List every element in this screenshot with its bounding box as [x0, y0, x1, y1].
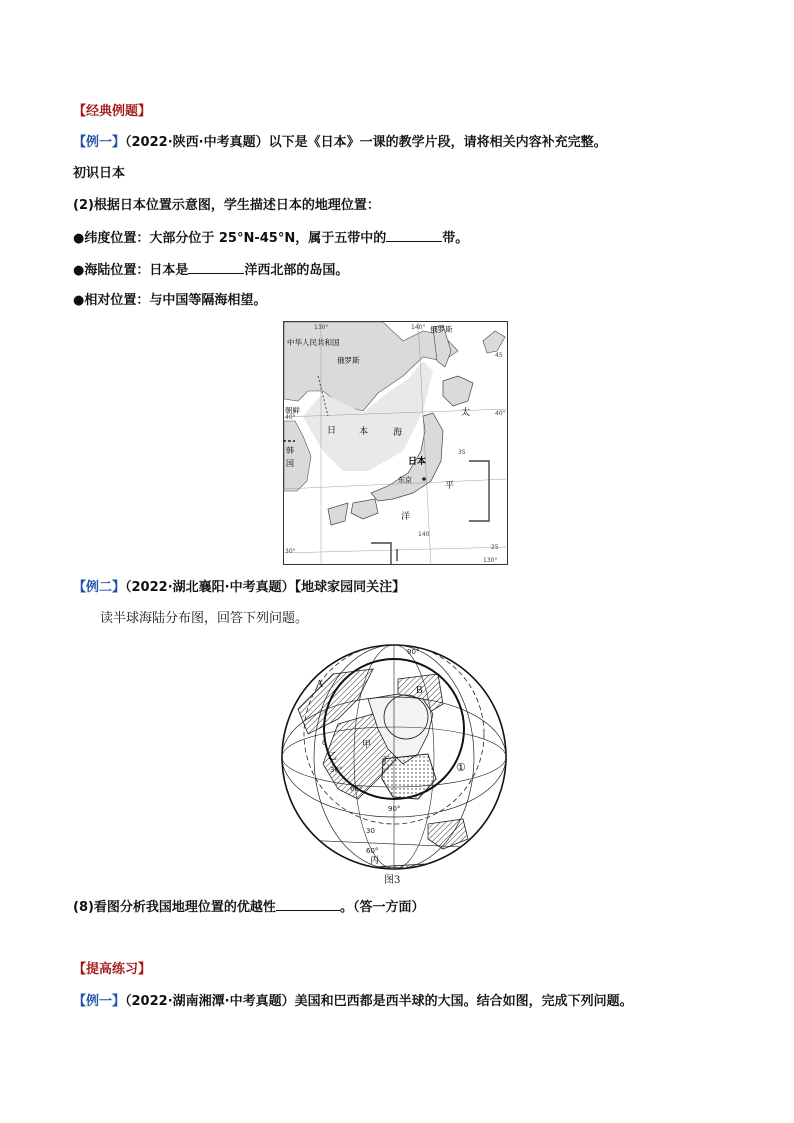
label-circle-1: ①	[456, 762, 466, 774]
example1-question	[73, 134, 607, 152]
example-tag: 【例二】	[73, 580, 126, 595]
label-ocean-3: 洋	[401, 511, 411, 521]
label-prc: 中华人民共和国	[287, 338, 340, 347]
label-ocean-2: 平	[445, 480, 455, 490]
example2-instruction: 读半球海陆分布图，回答下列问题。	[100, 611, 309, 626]
example-topic: 【地球家园同关注】	[294, 580, 406, 595]
tick-lat40-left: 40°	[285, 414, 296, 421]
label-sea-1: 日	[327, 425, 337, 435]
tick-90-top: 90°	[407, 648, 420, 656]
question-text: (8)看图分析我国地理位置的优越性	[73, 900, 276, 915]
example3-question	[73, 993, 633, 1011]
example-source: （2022·湖北襄阳·中考真题）	[125, 580, 295, 595]
example-source: （2022·陕西·中考真题）	[125, 135, 269, 150]
example-text: 以下是《日本》一课的教学片段，请将相关内容补充完整。	[268, 135, 607, 150]
answer-blank	[276, 898, 340, 911]
bullet-text-end: 带。	[442, 231, 469, 246]
example2-question	[73, 579, 405, 597]
question-text-end: 。（答一方面）	[339, 900, 425, 915]
label-ding: 丁	[380, 756, 390, 767]
tick-lon140-top: 140°	[411, 324, 426, 331]
label-sea-2: 本	[359, 426, 369, 436]
tick-60-bottom: 60°	[366, 847, 379, 855]
tick-lat40-right: 40°	[495, 410, 506, 417]
label-jia: 甲	[362, 739, 372, 749]
label-south-korea-1: 韩	[286, 446, 294, 455]
tick-lon130-bottom: 130°	[483, 557, 498, 564]
tick-30-bottom: 30	[366, 827, 375, 835]
tick-60: 60°	[350, 785, 363, 793]
tick-30-left: 30°	[330, 766, 343, 774]
example-tag: 【例一】	[73, 994, 126, 1009]
figure-caption: 图3	[384, 875, 401, 886]
label-north-korea: 朝鲜	[285, 406, 300, 415]
tokyo-marker	[422, 477, 426, 481]
tick-lat35: 35	[458, 449, 466, 456]
tick-lon130-top: 130°	[314, 324, 329, 331]
tick-0: 0	[322, 739, 327, 747]
label-tokyo: 东京	[398, 476, 412, 484]
label-ocean-1: 太	[461, 407, 471, 417]
japan-location-map	[283, 321, 508, 565]
label-russia-top: 俄罗斯	[430, 325, 453, 334]
tick-lat30-left: 30°	[285, 548, 296, 555]
label-sea-3: 海	[393, 427, 403, 437]
example1-q2: (2)根据日本位置示意图，学生描述日本的地理位置：	[73, 198, 380, 213]
label-b: B	[416, 685, 423, 696]
tick-lat45: 45	[495, 352, 503, 359]
hemisphere-land-sea-map	[278, 639, 510, 887]
answer-blank	[386, 229, 442, 242]
example-text: 美国和巴西都是西半球的大国。结合如图，完成下列问题。	[294, 994, 633, 1009]
label-a: A	[316, 679, 324, 690]
tick-90-bottom: 90°	[388, 805, 401, 813]
label-japan: 日本	[408, 457, 427, 467]
tick-lat25: 25	[491, 544, 499, 551]
section-heading-classic: 【经典例题】	[73, 104, 152, 119]
answer-blank	[188, 261, 244, 274]
latitude-bullet	[73, 229, 468, 248]
example2-q8	[73, 898, 424, 917]
relative-position-bullet: ●相对位置：与中国等隔海相望。	[73, 293, 267, 308]
sea-land-bullet	[73, 261, 348, 280]
example-source: （2022·湖南湘潭·中考真题）	[125, 994, 295, 1009]
label-russia-mid: 俄罗斯	[337, 356, 360, 365]
label-bing: 丙	[370, 855, 380, 865]
bullet-text: ●海陆位置：日本是	[73, 263, 189, 278]
label-yi: 乙	[328, 751, 338, 761]
label-south-korea-2: 国	[286, 459, 294, 468]
example1-subtitle: 初识日本	[73, 166, 126, 181]
bullet-text: ●纬度位置：大部分位于 25°N-45°N，属于五带中的	[73, 231, 387, 246]
tick-lon140-bottom: 140	[418, 531, 430, 538]
bullet-text-end: 洋西北部的岛国。	[244, 263, 349, 278]
section-heading-advanced: 【提高练习】	[73, 962, 152, 977]
example-tag: 【例一】	[73, 135, 126, 150]
